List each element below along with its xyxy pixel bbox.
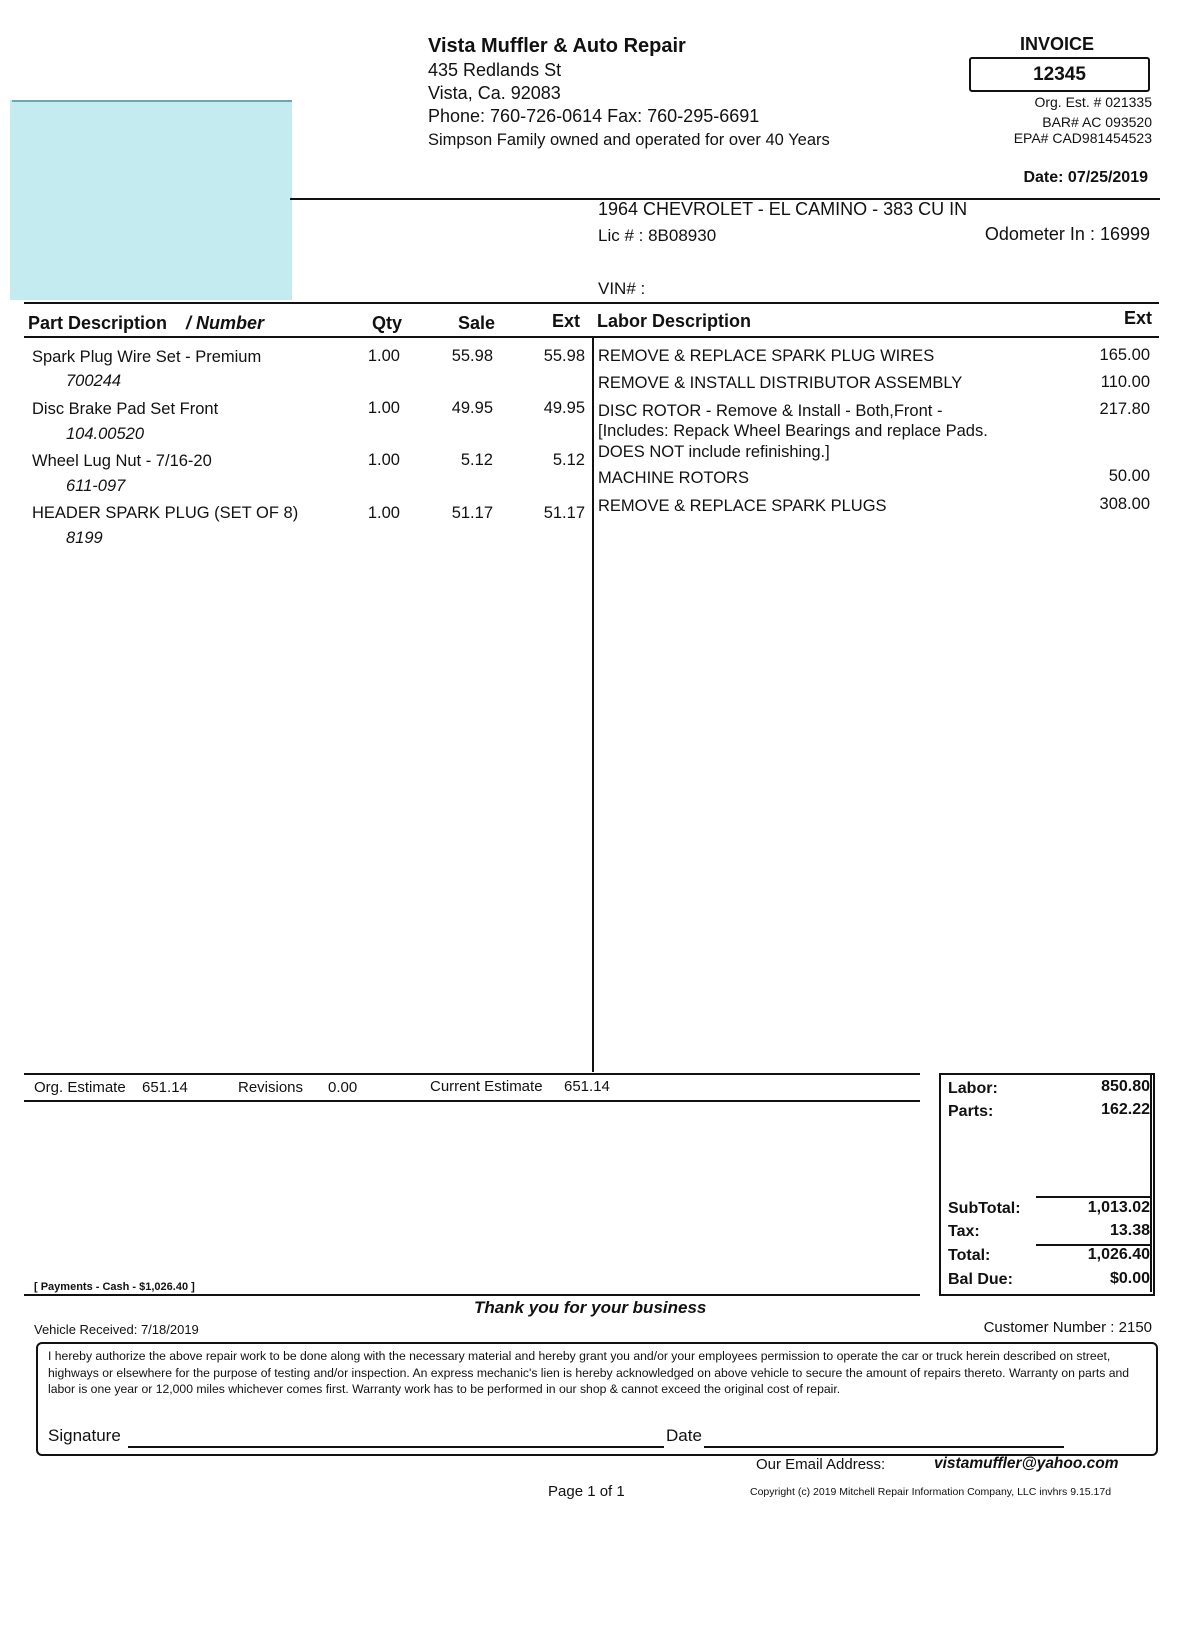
part-sale: 51.17 [451,504,493,522]
part-number: 104.00520 [66,425,144,443]
epa-number: EPA# CAD981454523 [1013,130,1152,146]
customer-number: Customer Number : 2150 [983,1319,1152,1336]
part-sale: 55.98 [451,347,493,365]
part-description: Wheel Lug Nut - 7/16-20 [32,452,212,470]
vehicle-description: 1964 CHEVROLET - EL CAMINO - 383 CU IN [598,199,968,219]
subtotal-label: SubTotal: [948,1200,1021,1217]
bar-number: BAR# AC 093520 [1042,114,1152,130]
part-qty: 1.00 [367,504,400,522]
thank-you: Thank you for your business [474,1298,707,1317]
revisions-label: Revisions [238,1079,304,1096]
part-ext: 51.17 [543,504,585,522]
total-value: 1,026.40 [1087,1246,1150,1263]
labor-header-ext: Ext [1123,308,1152,328]
labor-description: MACHINE ROTORS [598,469,749,487]
invoice-date: Date: 07/25/2019 [1023,169,1148,186]
part-qty: 1.00 [367,451,400,469]
date-field[interactable] [704,1446,1064,1448]
bal-due-value: $0.00 [1109,1270,1150,1287]
labor-ext: 110.00 [1100,373,1150,391]
org-estimate-label: Org. Estimate [34,1079,126,1096]
part-qty: 1.00 [367,399,400,417]
revisions-value: 0.00 [328,1079,358,1096]
org-est: Org. Est. # 021335 [1034,94,1152,110]
license-number: Lic # : 8B08930 [598,226,717,245]
authorization-text: I hereby authorize the above repair work to be done along with the necessary material and hereby grant you and/or your employees permission to operate the car or truck herein described on street, highways or elsewhere for the purpose of testing and/or inspection. An express mechanic's lien is hereby acknowledged on above vehicle to secure the amount of repairs thereto. Warranty on parts and labor is one year or 12,000 miles whichever comes first. Warranty work has to be performed in our shop & cannot exceed the original cost of repair. [48,1349,1130,1396]
sticky-note-edge [12,100,292,102]
shop-name: Vista Muffler & Auto Repair [428,35,686,57]
part-qty: 1.00 [367,347,400,365]
signature-label: Signature [48,1426,121,1445]
date-label: Date [666,1426,702,1445]
part-sale: 5.12 [460,451,493,469]
estimate-bottom-line [24,1100,920,1102]
labor-total-value: 850.80 [1101,1078,1150,1095]
shop-street: 435 Redlands St [428,60,562,80]
vehicle-received: Vehicle Received: 7/18/2019 [34,1322,199,1337]
labor-header-description: Labor Description [597,311,752,331]
part-number: 611-097 [66,477,126,495]
payments-line [24,1294,920,1296]
table-top-line [24,302,1159,304]
part-description: HEADER SPARK PLUG (SET OF 8) [32,504,299,522]
org-estimate-value: 651.14 [142,1079,188,1096]
labor-description: REMOVE & INSTALL DISTRIBUTOR ASSEMBLY [598,374,963,392]
totals-right-rule [1150,1073,1152,1292]
parts-total-value: 162.22 [1101,1101,1150,1118]
labor-description: REMOVE & REPLACE SPARK PLUGS [598,497,887,515]
part-description: Spark Plug Wire Set - Premium [32,348,262,366]
tax-value: 13.38 [1109,1222,1150,1239]
signature-field[interactable] [128,1446,664,1448]
parts-header-ext: Ext [551,311,580,331]
part-ext: 55.98 [543,347,585,365]
subtotal-rule [1036,1196,1151,1198]
invoice-label: INVOICE [1020,34,1095,54]
bal-due-label: Bal Due: [948,1271,1013,1288]
shop-phone: Phone: 760-726-0614 Fax: 760-295-6691 [428,106,760,126]
column-divider [592,337,594,1072]
labor-description: REMOVE & REPLACE SPARK PLUG WIRES [598,347,935,365]
labor-description: DISC ROTOR - Remove & Install - Both,Front - [598,402,943,420]
labor-total-label: Labor: [948,1080,998,1097]
parts-total-label: Parts: [948,1103,994,1120]
authorization-box [36,1342,1158,1456]
labor-ext: 165.00 [1099,346,1150,364]
current-estimate-value: 651.14 [564,1078,610,1095]
subtotal-value: 1,013.02 [1087,1199,1150,1216]
part-ext: 49.95 [543,399,585,417]
labor-note: [Includes: Repack Wheel Bearings and replace Pads. [598,422,988,440]
labor-note: DOES NOT include refinishing.] [598,443,830,461]
email-address[interactable]: vistamuffler@yahoo.com [934,1455,1119,1472]
sticky-note [10,100,292,300]
total-label: Total: [948,1247,991,1264]
part-sale: 49.95 [451,399,493,417]
tax-label: Tax: [948,1223,980,1240]
vin: VIN# : [598,279,646,298]
shop-city: Vista, Ca. 92083 [428,83,561,103]
invoice-number: 12345 [969,57,1150,92]
payments-note: [ Payments - Cash - $1,026.40 ] [34,1281,195,1293]
labor-ext: 308.00 [1099,495,1150,513]
labor-ext: 217.80 [1099,400,1150,418]
shop-tagline: Simpson Family owned and operated for over 40 Years [428,131,830,149]
labor-ext: 50.00 [1108,467,1150,485]
current-estimate-label: Current Estimate [430,1078,543,1095]
parts-header-sale: Sale [457,313,495,333]
parts-header-description: Part Description [28,313,168,333]
parts-header-number: / Number [186,313,265,333]
part-ext: 5.12 [552,451,585,469]
email-label: Our Email Address: [756,1456,886,1473]
odometer: Odometer In : 16999 [984,224,1150,244]
part-description: Disc Brake Pad Set Front [32,400,219,418]
estimate-top-line [24,1073,920,1075]
part-number: 700244 [66,372,122,390]
page-number: Page 1 of 1 [548,1483,625,1500]
part-number: 8199 [66,529,103,547]
copyright: Copyright (c) 2019 Mitchell Repair Information Company, LLC invhrs 9.15.17d [750,1486,1112,1498]
parts-header-qty: Qty [371,313,402,333]
